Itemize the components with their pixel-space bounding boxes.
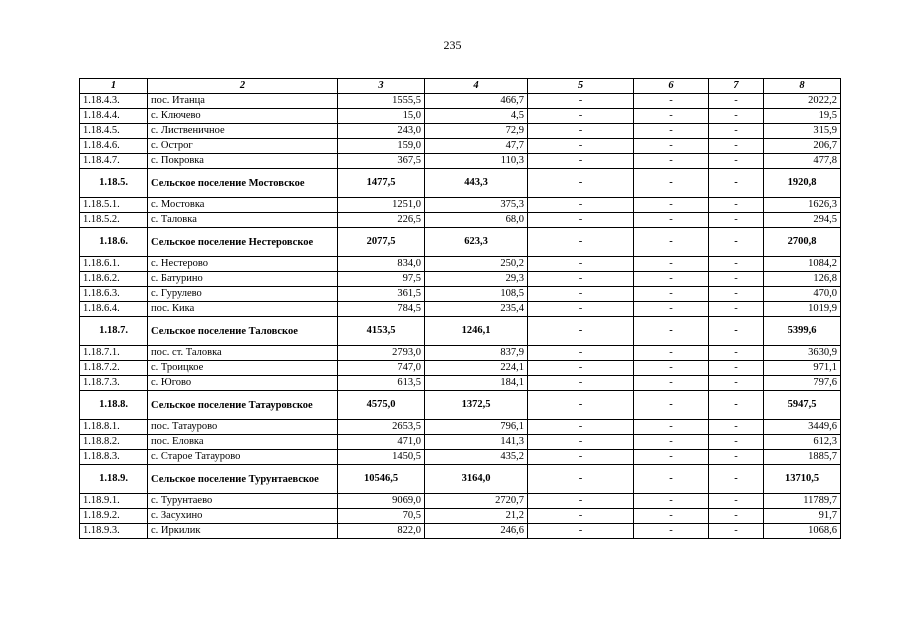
col8-cell: 3630,9 (764, 346, 841, 361)
col6-cell: - (634, 376, 709, 391)
col4-cell: 837,9 (425, 346, 528, 361)
code-cell: 1.18.5.2. (80, 213, 148, 228)
header-row (80, 79, 841, 94)
col5-cell: - (528, 272, 634, 287)
col4-cell: 796,1 (425, 420, 528, 435)
col5-cell: - (528, 94, 634, 109)
col7-cell: - (709, 198, 764, 213)
col8-cell: 797,6 (764, 376, 841, 391)
col7-cell: - (709, 272, 764, 287)
col3-cell: 4153,5 (338, 317, 425, 346)
name-cell: пос. Татаурово (148, 420, 338, 435)
name-cell: с. Троицкое (148, 361, 338, 376)
code-cell: 1.18.7. (80, 317, 148, 346)
col6-cell: - (634, 302, 709, 317)
col5-cell: - (528, 450, 634, 465)
name-cell: с. Лиственичное (148, 124, 338, 139)
col7-cell: - (709, 509, 764, 524)
code-cell: 1.18.6.3. (80, 287, 148, 302)
col3-cell: 226,5 (338, 213, 425, 228)
col6-cell: - (634, 213, 709, 228)
col8-cell: 19,5 (764, 109, 841, 124)
col6-cell: - (634, 346, 709, 361)
code-cell: 1.18.5.1. (80, 198, 148, 213)
table-row (80, 361, 841, 376)
header-col-7: 7 (709, 79, 764, 94)
col3-cell: 1477,5 (338, 169, 425, 198)
code-cell: 1.18.8.3. (80, 450, 148, 465)
code-cell: 1.18.8.2. (80, 435, 148, 450)
col4-cell: 443,3 (425, 169, 528, 198)
col5-cell: - (528, 287, 634, 302)
table-row (80, 213, 841, 228)
col3-cell: 834,0 (338, 257, 425, 272)
col7-cell: - (709, 524, 764, 539)
name-cell: Сельское поселение Мостовское (148, 169, 338, 198)
name-cell: пос. Кика (148, 302, 338, 317)
code-cell: 1.18.7.3. (80, 376, 148, 391)
name-cell: Сельское поселение Таловское (148, 317, 338, 346)
col3-cell: 784,5 (338, 302, 425, 317)
col3-cell: 10546,5 (338, 465, 425, 494)
col8-cell: 13710,5 (764, 465, 841, 494)
code-cell: 1.18.4.7. (80, 154, 148, 169)
table-row (80, 109, 841, 124)
col4-cell: 623,3 (425, 228, 528, 257)
data-table (79, 78, 841, 539)
col8-cell: 470,0 (764, 287, 841, 302)
code-cell: 1.18.7.2. (80, 361, 148, 376)
col7-cell: - (709, 302, 764, 317)
col5-cell: - (528, 198, 634, 213)
header-col-2: 2 (148, 79, 338, 94)
col5-cell: - (528, 213, 634, 228)
col6-cell: - (634, 361, 709, 376)
col4-cell: 250,2 (425, 257, 528, 272)
col3-cell: 159,0 (338, 139, 425, 154)
col5-cell: - (528, 346, 634, 361)
col8-cell: 91,7 (764, 509, 841, 524)
col5-cell: - (528, 465, 634, 494)
col8-cell: 1626,3 (764, 198, 841, 213)
name-cell: пос. ст. Таловка (148, 346, 338, 361)
col6-cell: - (634, 465, 709, 494)
col4-cell: 224,1 (425, 361, 528, 376)
code-cell: 1.18.4.3. (80, 94, 148, 109)
col3-cell: 613,5 (338, 376, 425, 391)
col7-cell: - (709, 169, 764, 198)
col3-cell: 9069,0 (338, 494, 425, 509)
col8-cell: 1885,7 (764, 450, 841, 465)
header-col-6: 6 (634, 79, 709, 94)
col7-cell: - (709, 124, 764, 139)
table-group-row (80, 317, 841, 346)
col3-cell: 1450,5 (338, 450, 425, 465)
col8-cell: 2022,2 (764, 94, 841, 109)
col6-cell: - (634, 154, 709, 169)
table-row (80, 435, 841, 450)
col6-cell: - (634, 317, 709, 346)
col8-cell: 477,8 (764, 154, 841, 169)
col7-cell: - (709, 257, 764, 272)
code-cell: 1.18.9.1. (80, 494, 148, 509)
name-cell: с. Ключево (148, 109, 338, 124)
col4-cell: 68,0 (425, 213, 528, 228)
col4-cell: 1372,5 (425, 391, 528, 420)
col6-cell: - (634, 124, 709, 139)
name-cell: с. Таловка (148, 213, 338, 228)
col8-cell: 3449,6 (764, 420, 841, 435)
name-cell: Сельское поселение Татауровское (148, 391, 338, 420)
col8-cell: 1920,8 (764, 169, 841, 198)
name-cell: с. Батурино (148, 272, 338, 287)
col8-cell: 1019,9 (764, 302, 841, 317)
name-cell: пос. Еловка (148, 435, 338, 450)
col6-cell: - (634, 109, 709, 124)
name-cell: с. Старое Татаурово (148, 450, 338, 465)
col8-cell: 206,7 (764, 139, 841, 154)
col6-cell: - (634, 257, 709, 272)
col4-cell: 235,4 (425, 302, 528, 317)
col7-cell: - (709, 465, 764, 494)
col7-cell: - (709, 391, 764, 420)
code-cell: 1.18.6.2. (80, 272, 148, 287)
name-cell: с. Нестерово (148, 257, 338, 272)
code-cell: 1.18.6. (80, 228, 148, 257)
col7-cell: - (709, 494, 764, 509)
col6-cell: - (634, 272, 709, 287)
table-row (80, 494, 841, 509)
header-col-1: 1 (80, 79, 148, 94)
col8-cell: 2700,8 (764, 228, 841, 257)
col4-cell: 466,7 (425, 94, 528, 109)
code-cell: 1.18.6.4. (80, 302, 148, 317)
col3-cell: 367,5 (338, 154, 425, 169)
col4-cell: 108,5 (425, 287, 528, 302)
col5-cell: - (528, 228, 634, 257)
col3-cell: 2793,0 (338, 346, 425, 361)
table-row (80, 287, 841, 302)
col6-cell: - (634, 94, 709, 109)
col6-cell: - (634, 169, 709, 198)
col8-cell: 971,1 (764, 361, 841, 376)
col8-cell: 315,9 (764, 124, 841, 139)
col7-cell: - (709, 287, 764, 302)
table-row (80, 420, 841, 435)
col4-cell: 110,3 (425, 154, 528, 169)
col3-cell: 822,0 (338, 524, 425, 539)
name-cell: с. Засухино (148, 509, 338, 524)
col3-cell: 747,0 (338, 361, 425, 376)
header-col-8: 8 (764, 79, 841, 94)
col6-cell: - (634, 494, 709, 509)
name-cell: с. Югово (148, 376, 338, 391)
col6-cell: - (634, 435, 709, 450)
col7-cell: - (709, 361, 764, 376)
table-row (80, 509, 841, 524)
col4-cell: 2720,7 (425, 494, 528, 509)
col7-cell: - (709, 94, 764, 109)
code-cell: 1.18.4.6. (80, 139, 148, 154)
col7-cell: - (709, 450, 764, 465)
col3-cell: 70,5 (338, 509, 425, 524)
col3-cell: 97,5 (338, 272, 425, 287)
name-cell: с. Турунтаево (148, 494, 338, 509)
col3-cell: 1555,5 (338, 94, 425, 109)
col3-cell: 2077,5 (338, 228, 425, 257)
col7-cell: - (709, 139, 764, 154)
col7-cell: - (709, 228, 764, 257)
table-row (80, 94, 841, 109)
col6-cell: - (634, 509, 709, 524)
col6-cell: - (634, 139, 709, 154)
col8-cell: 1068,6 (764, 524, 841, 539)
col6-cell: - (634, 450, 709, 465)
col4-cell: 184,1 (425, 376, 528, 391)
col6-cell: - (634, 287, 709, 302)
col4-cell: 246,6 (425, 524, 528, 539)
page-number: 235 (443, 38, 462, 52)
table-group-row (80, 228, 841, 257)
col5-cell: - (528, 302, 634, 317)
code-cell: 1.18.8.1. (80, 420, 148, 435)
col6-cell: - (634, 420, 709, 435)
code-cell: 1.18.9.2. (80, 509, 148, 524)
col3-cell: 2653,5 (338, 420, 425, 435)
name-cell: с. Покровка (148, 154, 338, 169)
code-cell: 1.18.5. (80, 169, 148, 198)
col5-cell: - (528, 257, 634, 272)
code-cell: 1.18.8. (80, 391, 148, 420)
table-row (80, 346, 841, 361)
name-cell: пос. Итанца (148, 94, 338, 109)
col5-cell: - (528, 435, 634, 450)
col8-cell: 612,3 (764, 435, 841, 450)
col8-cell: 126,8 (764, 272, 841, 287)
code-cell: 1.18.9. (80, 465, 148, 494)
table-row (80, 198, 841, 213)
name-cell: Сельское поселение Нестеровское (148, 228, 338, 257)
col3-cell: 4575,0 (338, 391, 425, 420)
col4-cell: 72,9 (425, 124, 528, 139)
table-row (80, 524, 841, 539)
table-row (80, 124, 841, 139)
name-cell: с. Гурулево (148, 287, 338, 302)
col7-cell: - (709, 420, 764, 435)
col7-cell: - (709, 435, 764, 450)
col7-cell: - (709, 154, 764, 169)
col6-cell: - (634, 198, 709, 213)
table-group-row (80, 391, 841, 420)
col6-cell: - (634, 228, 709, 257)
col5-cell: - (528, 420, 634, 435)
code-cell: 1.18.6.1. (80, 257, 148, 272)
col8-cell: 5399,6 (764, 317, 841, 346)
col3-cell: 471,0 (338, 435, 425, 450)
header-col-4: 4 (425, 79, 528, 94)
col8-cell: 5947,5 (764, 391, 841, 420)
col5-cell: - (528, 524, 634, 539)
code-cell: 1.18.9.3. (80, 524, 148, 539)
table-group-row (80, 465, 841, 494)
col3-cell: 15,0 (338, 109, 425, 124)
header-col-5: 5 (528, 79, 634, 94)
name-cell: с. Мостовка (148, 198, 338, 213)
col5-cell: - (528, 124, 634, 139)
col4-cell: 4,5 (425, 109, 528, 124)
col5-cell: - (528, 109, 634, 124)
col5-cell: - (528, 391, 634, 420)
col8-cell: 1084,2 (764, 257, 841, 272)
table-row (80, 139, 841, 154)
col5-cell: - (528, 139, 634, 154)
name-cell: с. Острог (148, 139, 338, 154)
col4-cell: 375,3 (425, 198, 528, 213)
col7-cell: - (709, 109, 764, 124)
table-row (80, 302, 841, 317)
col4-cell: 47,7 (425, 139, 528, 154)
col6-cell: - (634, 524, 709, 539)
col4-cell: 21,2 (425, 509, 528, 524)
col8-cell: 11789,7 (764, 494, 841, 509)
table-group-row (80, 169, 841, 198)
col7-cell: - (709, 376, 764, 391)
code-cell: 1.18.4.4. (80, 109, 148, 124)
col5-cell: - (528, 169, 634, 198)
col5-cell: - (528, 154, 634, 169)
table-body (80, 94, 841, 539)
col6-cell: - (634, 391, 709, 420)
col7-cell: - (709, 317, 764, 346)
col3-cell: 243,0 (338, 124, 425, 139)
header-col-3: 3 (338, 79, 425, 94)
col7-cell: - (709, 346, 764, 361)
name-cell: Сельское поселение Турунтаевское (148, 465, 338, 494)
col5-cell: - (528, 509, 634, 524)
col5-cell: - (528, 376, 634, 391)
name-cell: с. Иркилик (148, 524, 338, 539)
table-row (80, 257, 841, 272)
col4-cell: 3164,0 (425, 465, 528, 494)
col4-cell: 29,3 (425, 272, 528, 287)
col4-cell: 141,3 (425, 435, 528, 450)
col5-cell: - (528, 494, 634, 509)
col7-cell: - (709, 213, 764, 228)
table-row (80, 376, 841, 391)
col4-cell: 1246,1 (425, 317, 528, 346)
col5-cell: - (528, 317, 634, 346)
col4-cell: 435,2 (425, 450, 528, 465)
col3-cell: 1251,0 (338, 198, 425, 213)
table-row (80, 450, 841, 465)
code-cell: 1.18.4.5. (80, 124, 148, 139)
code-cell: 1.18.7.1. (80, 346, 148, 361)
table-row (80, 154, 841, 169)
col8-cell: 294,5 (764, 213, 841, 228)
col3-cell: 361,5 (338, 287, 425, 302)
table-row (80, 272, 841, 287)
col5-cell: - (528, 361, 634, 376)
